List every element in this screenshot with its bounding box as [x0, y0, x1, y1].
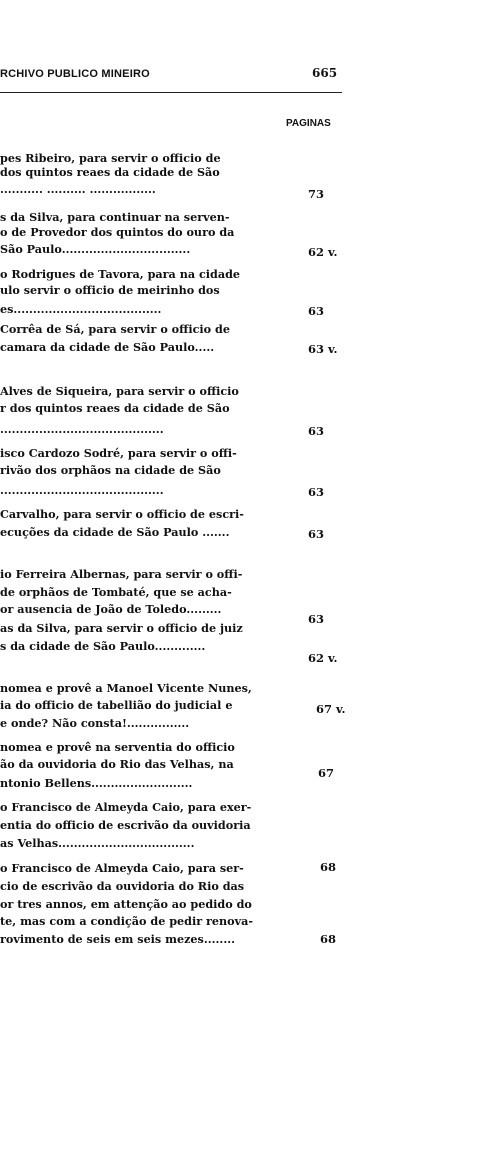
- index-line: rovimento de seis em seis mezes........: [0, 932, 236, 946]
- index-line: de orphãos de Tombaté, que se acha-: [0, 585, 232, 599]
- index-line: s da cidade de São Paulo.............: [0, 639, 206, 653]
- page-ref: 68: [320, 860, 337, 874]
- index-line: Carvalho, para servir o officio de escri-: [0, 507, 244, 521]
- index-line: o Rodrigues de Tavora, para na cidade: [0, 267, 241, 281]
- index-line: São Paulo.................................: [0, 242, 191, 256]
- index-line: dos quintos reaes da cidade de São: [0, 165, 220, 179]
- index-line: camara da cidade de São Paulo.....: [0, 340, 215, 354]
- page-number: 665: [312, 66, 338, 80]
- index-line: e onde? Não consta!................: [0, 716, 190, 730]
- index-line: isco Cardozo Sodré, para servir o offi-: [0, 446, 237, 460]
- index-line: ia do officio de tabellião do judicial e: [0, 698, 233, 712]
- page-ref: 63: [308, 424, 325, 438]
- index-line: io Ferreira Albernas, para servir o offi-: [0, 567, 243, 581]
- index-line: te, mas com a condição de pedir renova-: [0, 914, 254, 928]
- index-line: pes Ribeiro, para servir o officio de: [0, 151, 221, 165]
- index-line: ntonio Bellens..........................: [0, 776, 193, 790]
- page-ref: 67 v.: [316, 702, 346, 716]
- page-ref: 62 v.: [308, 245, 338, 259]
- page-ref: 63: [308, 612, 325, 626]
- index-line: or ausencia de João de Toledo.........: [0, 602, 222, 616]
- index-line: ecuções da cidade de São Paulo .......: [0, 525, 230, 539]
- index-line: or tres annos, em attenção ao pedido do: [0, 897, 252, 911]
- index-line: ão da ouvidoria do Rio das Velhas, na: [0, 757, 234, 771]
- running-header-title: RCHIVO PUBLICO MINEIRO: [0, 68, 150, 80]
- page-ref: 63 v.: [308, 342, 338, 356]
- index-line: o de Provedor dos quintos do ouro da: [0, 225, 235, 239]
- index-line: es......................................: [0, 302, 162, 316]
- index-line: ulo servir o officio de meirinho dos: [0, 283, 220, 297]
- page-ref: 68: [320, 932, 337, 946]
- index-line: nomea e provê a Manoel Vicente Nunes,: [0, 681, 252, 695]
- index-line: ..........................................: [0, 422, 164, 436]
- page-ref: 63: [308, 527, 325, 541]
- index-line: Corrêa de Sá, para servir o officio de: [0, 322, 230, 336]
- page-ref: 67: [318, 766, 335, 780]
- index-line: s da Silva, para continuar na serven-: [0, 210, 230, 224]
- index-line: Alves de Siqueira, para servir o officio: [0, 384, 239, 398]
- index-line: o Francisco de Almeyda Caio, para exer-: [0, 800, 252, 814]
- index-line: entia do officio de escrivão da ouvidoria: [0, 818, 251, 832]
- page-ref: 73: [308, 187, 325, 201]
- index-line: nomea e provê na serventia do officio: [0, 740, 235, 754]
- page-ref: 63: [308, 304, 325, 318]
- index-line: rivão dos orphãos na cidade de São: [0, 463, 221, 477]
- index-line: as Velhas...................................: [0, 836, 195, 850]
- page-ref: 63: [308, 485, 325, 499]
- index-line: r dos quintos reaes da cidade de São: [0, 401, 230, 415]
- index-line: as da Silva, para servir o officio de juiz: [0, 621, 243, 635]
- index-line: cio de escrivão da ouvidoria do Rio das: [0, 879, 245, 893]
- index-line: o Francisco de Almeyda Caio, para ser-: [0, 861, 244, 875]
- page-ref: 62 v.: [308, 651, 338, 665]
- index-line: ..........................................: [0, 483, 164, 497]
- header-rule: [0, 92, 342, 93]
- index-line: ........... .......... .................: [0, 182, 156, 196]
- column-label-paginas: PAGINAS: [286, 118, 331, 129]
